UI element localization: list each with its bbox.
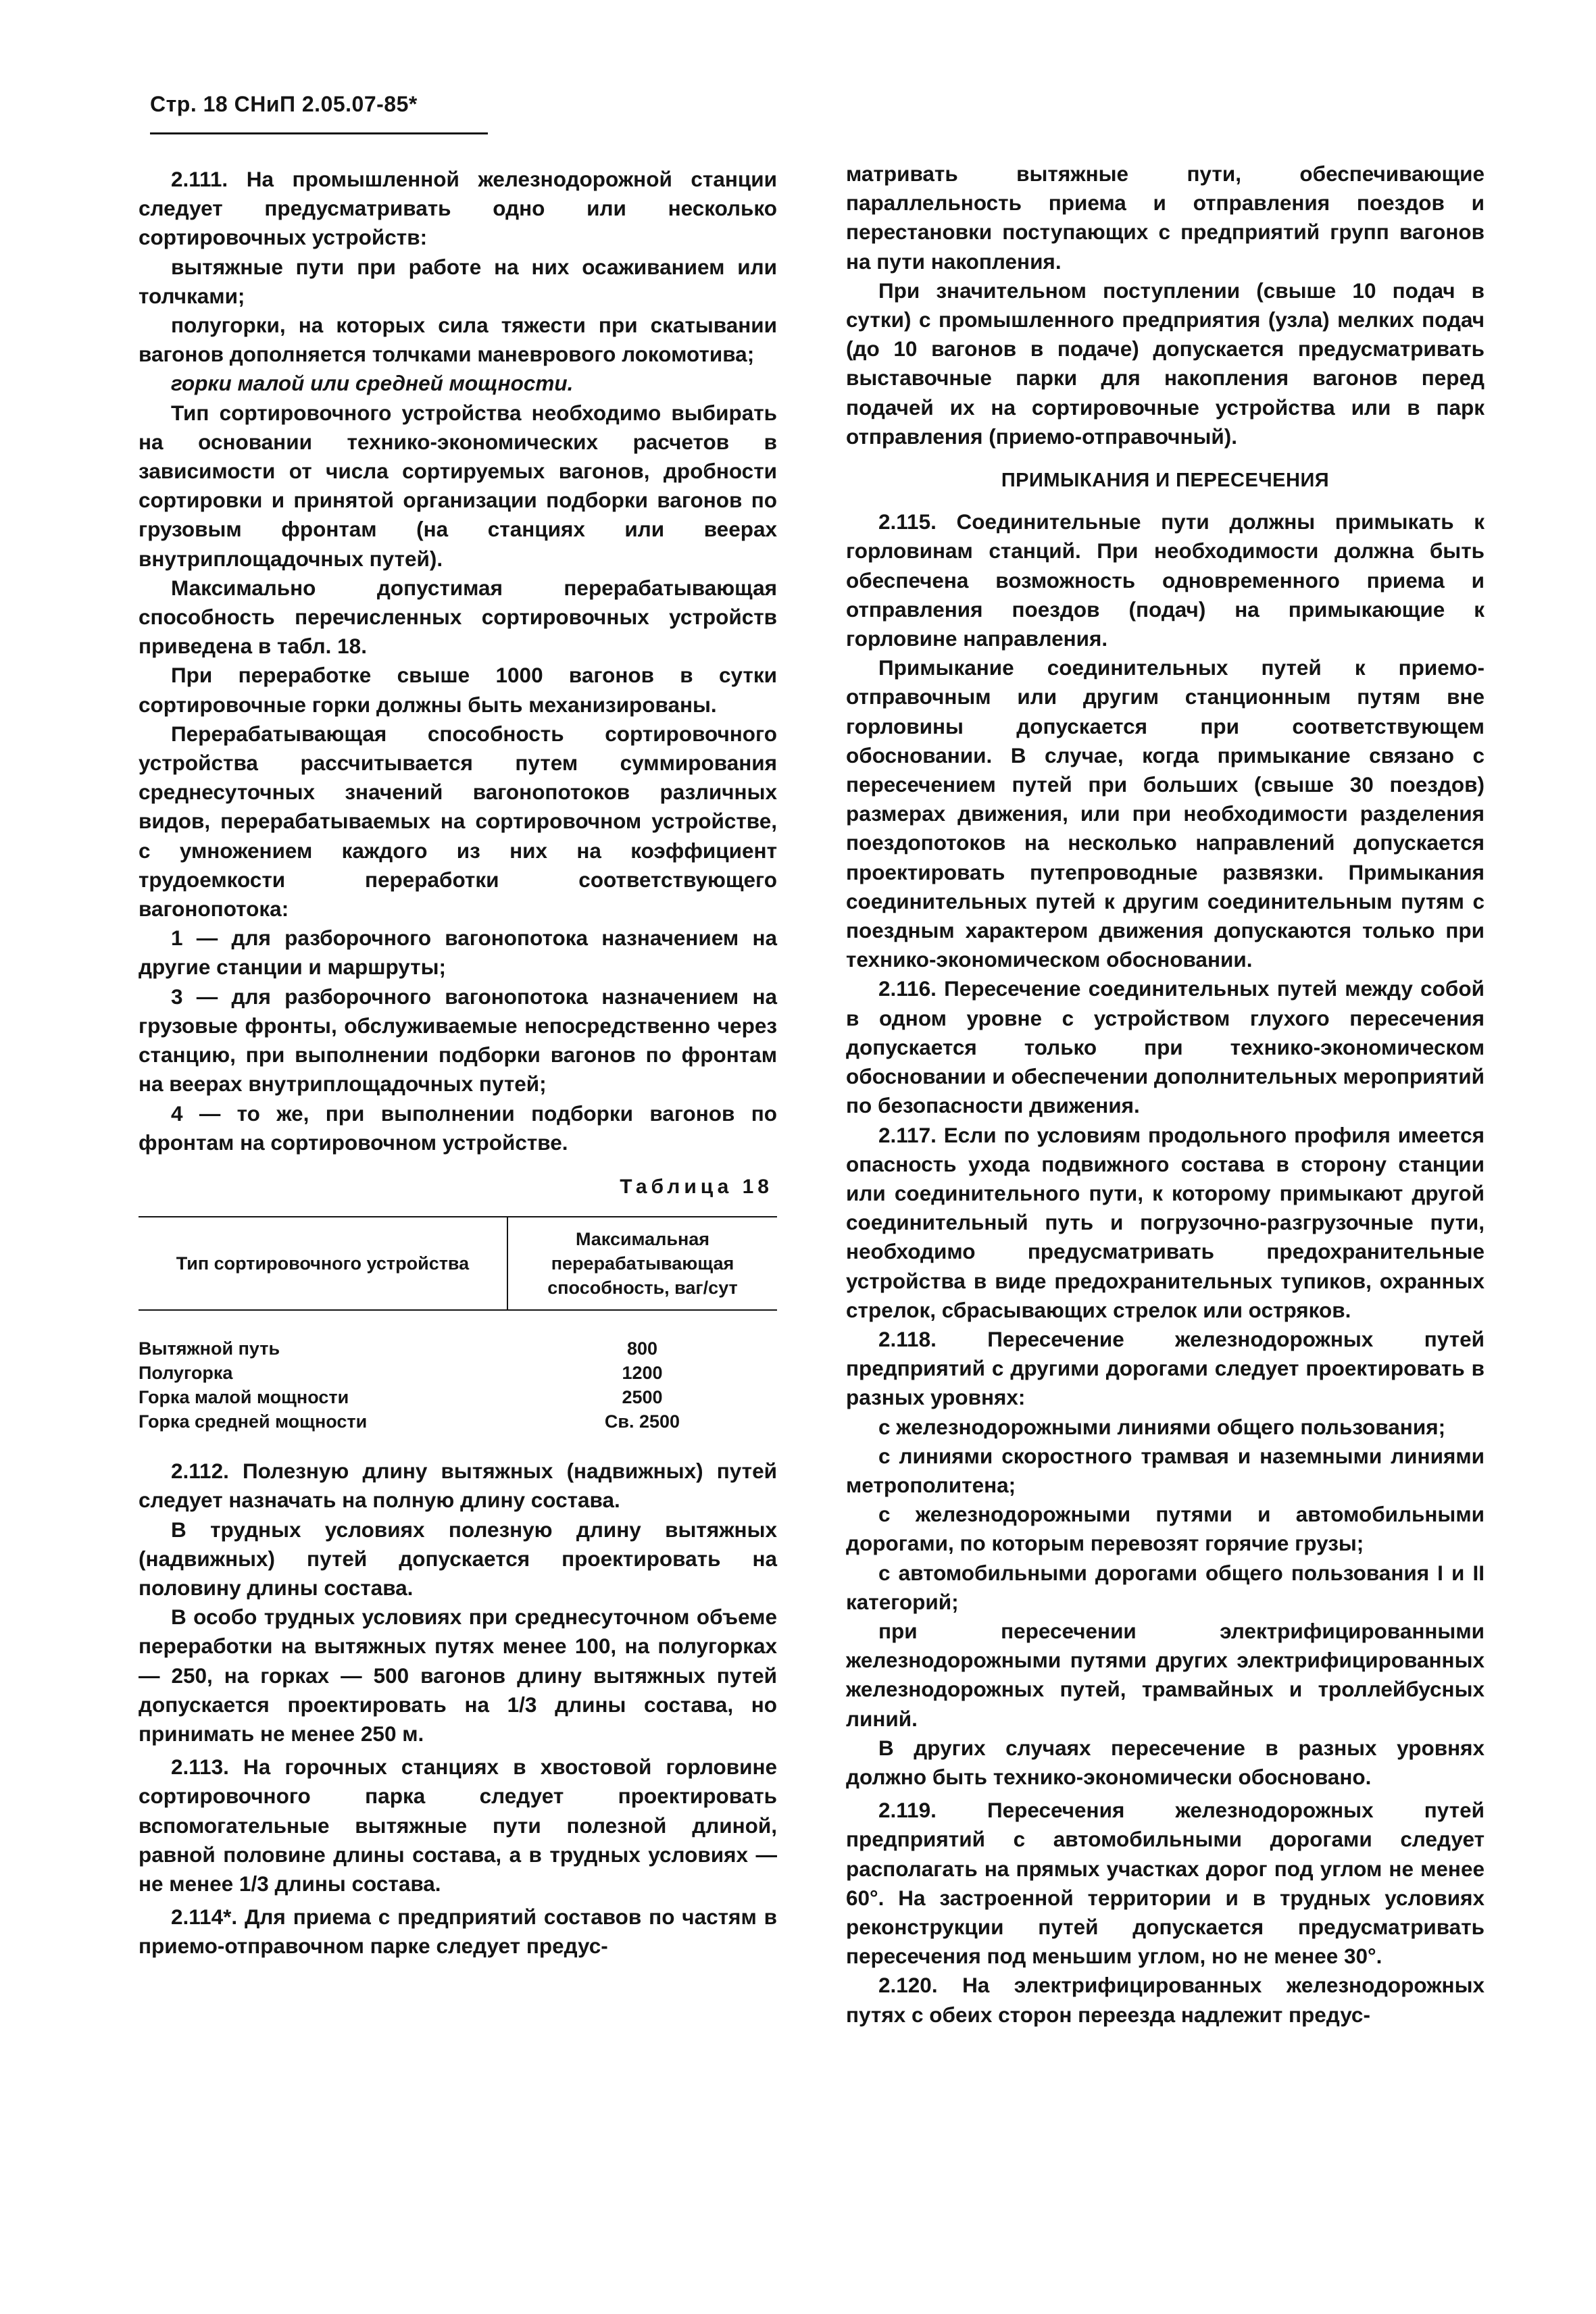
clause-text: Пересечения железнодорожных путей предприятий с автомобильными дорогами следует располагать на прямых участках дорог под углом не менее 60°. На застроенной территории и в трудных условиях реконструкции путей допускается предусматривать пересечения под меньшим углом, но не менее 30°.: [846, 1798, 1485, 1969]
paragraph-2-111: [139, 165, 777, 253]
list-item: полугорки, на которых сила тяжести при скатывании вагонов дополняется толчками маневрового локомотива;: [139, 313, 777, 367]
list-item: с линиями скоростного трамвая и наземными линиями метрополитена;: [846, 1443, 1485, 1497]
table-row: [139, 1361, 777, 1385]
list-item: вытяжные пути при работе на них осаживанием или толчками;: [139, 254, 777, 308]
paragraph-2-114-b: При значительном поступлении (свыше 10 подач в сутки) с промышленного предприятия (узла) мелких подач (до 10 вагонов в подаче) допускается предусматривать выставочные парки для накопления вагонов перед подачей их на сортировочные устройства или в парк отправления (приемо-отправочный).: [846, 278, 1485, 449]
paragraph-2-118: [846, 1325, 1485, 1413]
list-item: с железнодорожными путями и автомобильными дорогами, по которым перевозят горячие грузы;: [846, 1502, 1485, 1556]
clause-number: 2.119.: [878, 1798, 937, 1823]
paragraph-capacity: Максимально допустимая перерабатывающая способность перечисленных сортировочных устройств приведена в табл. 18.: [139, 575, 777, 659]
table-caption: Таблица 18: [620, 1175, 773, 1198]
clause-number: 2.112.: [171, 1459, 229, 1484]
clause-text: Пересечение железнодорожных путей предприятий с другими дорогами следует проектировать в разных уровнях:: [846, 1326, 1485, 1410]
left-column: [139, 165, 777, 1961]
table-cell-value: 800: [626, 1338, 658, 1359]
right-column: [846, 159, 1485, 2030]
paragraph-2-116: [846, 974, 1485, 1120]
list-item: горки малой или средней мощности.: [171, 371, 574, 396]
paragraph-2-119: [846, 1796, 1485, 1971]
paragraph-2-114: [139, 1903, 777, 1961]
clause-text: Соединительные пути должны примыкать к горловинам станций. При необходимости должна быть обеспечена возможность одновременного приема и отправления поездов (подач) на примыкающие к горловине направления.: [846, 509, 1485, 651]
table-18: [139, 1216, 777, 1434]
paragraph-2-117: [846, 1121, 1485, 1325]
clause-text: На горочных станциях в хвостовой горловине сортировочного парка следует проектировать вспомогательные вытяжные пути полезной длиной, равной половине длины состава, а в трудных условиях — не менее 1/3 длины состава.: [139, 1755, 777, 1896]
clause-text: Если по условиям продольного профиля имеется опасность ухода подвижного состава в сторону станции или соединительного пути, к которому примыкают другой соединительный путь и погрузочно-разгрузочные пути, необходимо предусматривать предохранительные устройства в виде предохранительных тупиков, охранных стрелок, сбрасывающих стрелок или остряков.: [846, 1122, 1485, 1322]
paragraph-calculation: Перерабатывающая способность сортировочного устройства рассчитывается путем суммирования среднесуточных значений вагонопотоков различных видов, перерабатываемых на сортировочном устройстве, с умножением каждого из них на коэффициент трудоемкости переработки соответствующего вагонопотока:: [139, 721, 777, 922]
table-cell-value: 2500: [622, 1387, 663, 1408]
coefficient-item: 1 — для разборочного вагонопотока назначением на другие станции и маршруты;: [139, 926, 777, 980]
clause-number: 2.114*.: [171, 1905, 238, 1930]
clause-number: 2.120.: [878, 1973, 938, 1998]
table-cell-type: Полугорка: [139, 1363, 233, 1384]
table-cell-type: Вытяжной путь: [139, 1338, 280, 1359]
table-row: [139, 1409, 777, 1434]
page-header: Стр. 18 СНиП 2.05.07-85*: [150, 92, 418, 116]
table-row: [139, 1310, 777, 1361]
clause-text: Для приема с предприятий составов по частям в приемо-отправочном парке следует предус-: [139, 1905, 777, 1959]
list-item: при пересечении электрифицированными железнодорожными путями других электрифицированных железнодорожных путей, трамвайных и троллейбусных линий.: [846, 1618, 1485, 1731]
header-rule: [150, 132, 488, 134]
paragraph-2-113: [139, 1753, 777, 1898]
paragraph-2-115: [846, 507, 1485, 653]
table-cell-type: Горка средней мощности: [139, 1411, 368, 1432]
table-header-capacity: Максимальная перерабатывающая способность, ваг/сут: [507, 1217, 777, 1310]
clause-number: 2.115.: [878, 509, 937, 534]
clause-number: 2.111.: [171, 167, 228, 191]
table-header-type: Тип сортировочного устройства: [139, 1217, 507, 1310]
paragraph-2-112-c: В особо трудных условиях при среднесуточном объеме переработки на вытяжных путях менее 100, на полугорках — 250, на горках — 500 вагонов длину вытяжных путей допускается проектировать на 1/3 длины состава, но принимать не менее 250 м.: [139, 1605, 777, 1746]
list-item: с автомобильными дорогами общего пользования I и II категорий;: [846, 1560, 1485, 1614]
coefficient-item: 4 — то же, при выполнении подборки вагонов по фронтам на сортировочном устройстве.: [139, 1101, 777, 1155]
table-cell-value: 1200: [622, 1363, 663, 1384]
paragraph-type: Тип сортировочного устройства необходимо выбирать на основании технико-экономических расчетов в зависимости от числа сортируемых вагонов, дробности сортировки и принятой организации подборки вагонов по грузовым фронтам (на станциях или веерах внутриплощадочных путей).: [139, 400, 777, 571]
clause-number: 2.116.: [878, 976, 937, 1001]
paragraph-mechanization: При переработке свыше 1000 вагонов в сутки сортировочные горки должны быть механизированы.: [139, 663, 777, 717]
paragraph-2-112: [139, 1457, 777, 1515]
section-heading: ПРИМЫКАНИЯ И ПЕРЕСЕЧЕНИЯ: [1001, 470, 1330, 492]
paragraph-2-120: [846, 1971, 1485, 2029]
paragraph-2-114-continued: матривать вытяжные пути, обеспечивающие параллельность приема и отправления поездов и перестановки поступающих с предприятий групп вагонов на пути накопления.: [846, 161, 1485, 274]
clause-number: 2.117.: [878, 1122, 937, 1147]
table-cell-value: Св. 2500: [604, 1411, 680, 1432]
clause-number: 2.113.: [171, 1755, 229, 1780]
table-row: [139, 1385, 777, 1409]
paragraph-2-115-b: Примыкание соединительных путей к приемо-отправочным или другим станционным путям вне горловины допускается при соответствующем обосновании. В случае, когда примыкание связано с пересечением путей при больших (свыше 30 поездов) размерах движения, или при необходимости разделения поездопотоков на несколько направлений допускается проектировать путепроводные развязки. Примыкания соединительных путей к другим соединительным путям с поездным характером движения допускаются только при технико-экономическом обосновании.: [846, 655, 1485, 972]
list-item: с железнодорожными линиями общего пользования;: [878, 1414, 1446, 1439]
clause-text: Пересечение соединительных путей между собой в одном уровне с устройством глухого пересечения допускается только при технико-экономическом обосновании и обеспечении дополнительных мероприятий по безопасности движения.: [846, 976, 1485, 1118]
clause-text: Полезную длину вытяжных (надвижных) путей следует назначать на полную длину состава.: [139, 1459, 777, 1513]
clause-text: На промышленной железнодорожной станции следует предусматривать одно или несколько сортировочных устройств:: [139, 167, 777, 250]
clause-text: На электрифицированных железнодорожных путях с обеих сторон переезда надлежит предус-: [846, 1973, 1485, 2027]
coefficient-item: 3 — для разборочного вагонопотока назначением на грузовые фронты, обслуживаемые непосредственно через станцию, при выполнении подборки вагонов по фронтам на веерах внутриплощадочных путей;: [139, 984, 777, 1097]
paragraph-2-112-b: В трудных условиях полезную длину вытяжных (надвижных) путей допускается проектировать на половину длины состава.: [139, 1517, 777, 1600]
table-cell-type: Горка малой мощности: [139, 1387, 349, 1408]
paragraph-2-118-b: В других случаях пересечение в разных уровнях должно быть технико-экономически обосновано.: [846, 1735, 1485, 1789]
clause-number: 2.118.: [878, 1326, 937, 1351]
